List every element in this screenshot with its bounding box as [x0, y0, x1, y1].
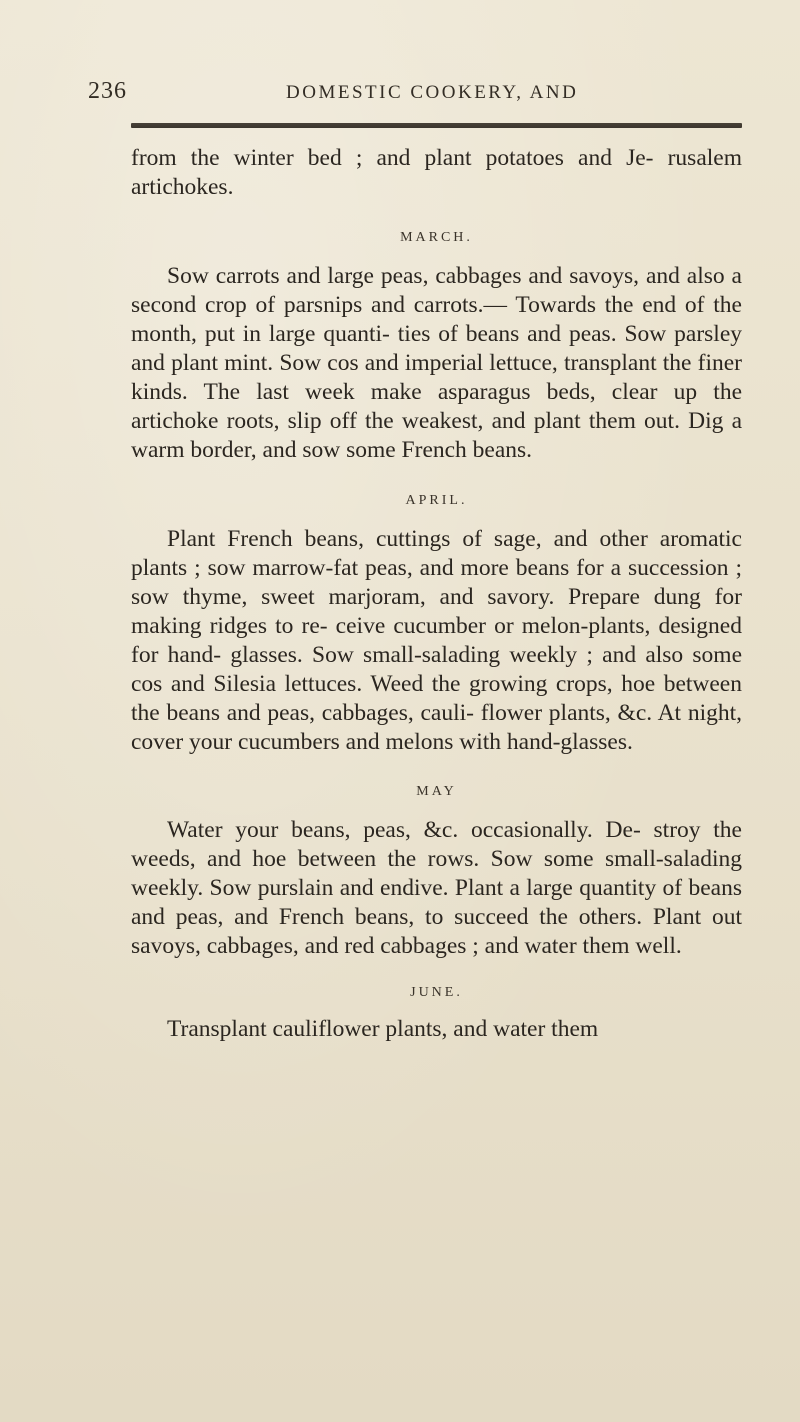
- month-heading-april: APRIL.: [405, 493, 468, 508]
- running-title: DOMESTIC COOKERY, AND: [286, 82, 579, 103]
- june-paragraph: Transplant cauliflower plants, and water them: [167, 1016, 599, 1042]
- header-rule: [131, 123, 742, 128]
- march-paragraph: Sow carrots and large peas, cabbages and savoys, and also a second crop of parsnips and carrots.— Towards the end of the month, put in large quanti- ties of beans and peas. Sow parsley and plant mint. Sow cos and imperial lettuce, transplant the finer kinds. The last week make asparagus beds, clear up the artichoke roots, slip off the weakest, and plant them out. Dig a warm border, and sow some French beans.: [131, 263, 742, 463]
- may-paragraph: Water your beans, peas, &c. occasionally. De- stroy the weeds, and hoe between the rows. Sow some small-salading weekly. Sow purslain and endive. Plant a large quantity of beans and peas, and French beans, to succeed the others. Plant out savoys, cabbages, and red cabbages ; and water them well.: [131, 817, 742, 959]
- page-body: [131, 144, 742, 1044]
- month-heading-june: JUNE.: [410, 985, 463, 1000]
- page-header: [88, 74, 748, 114]
- page-number: 236: [88, 78, 127, 104]
- month-heading-march: MARCH.: [400, 230, 473, 245]
- april-paragraph: Plant French beans, cuttings of sage, and other aromatic plants ; sow marrow-fat peas, and more beans for a succession ; sow thyme, sweet marjoram, and savory. Prepare dung for making ridges to re- ceive cucumber or melon-plants, designed for hand- glasses. Sow small-salading weekly ; and also some cos and Silesia lettuces. Weed the growing crops, hoe between the beans and peas, cabbages, cauli- flower plants, &c. At night, cover your cucumbers and melons with hand-glasses.: [131, 526, 742, 755]
- month-heading-may: MAY: [416, 784, 457, 799]
- intro-paragraph: from the winter bed ; and plant potatoes and Je- rusalem artichokes.: [131, 145, 742, 200]
